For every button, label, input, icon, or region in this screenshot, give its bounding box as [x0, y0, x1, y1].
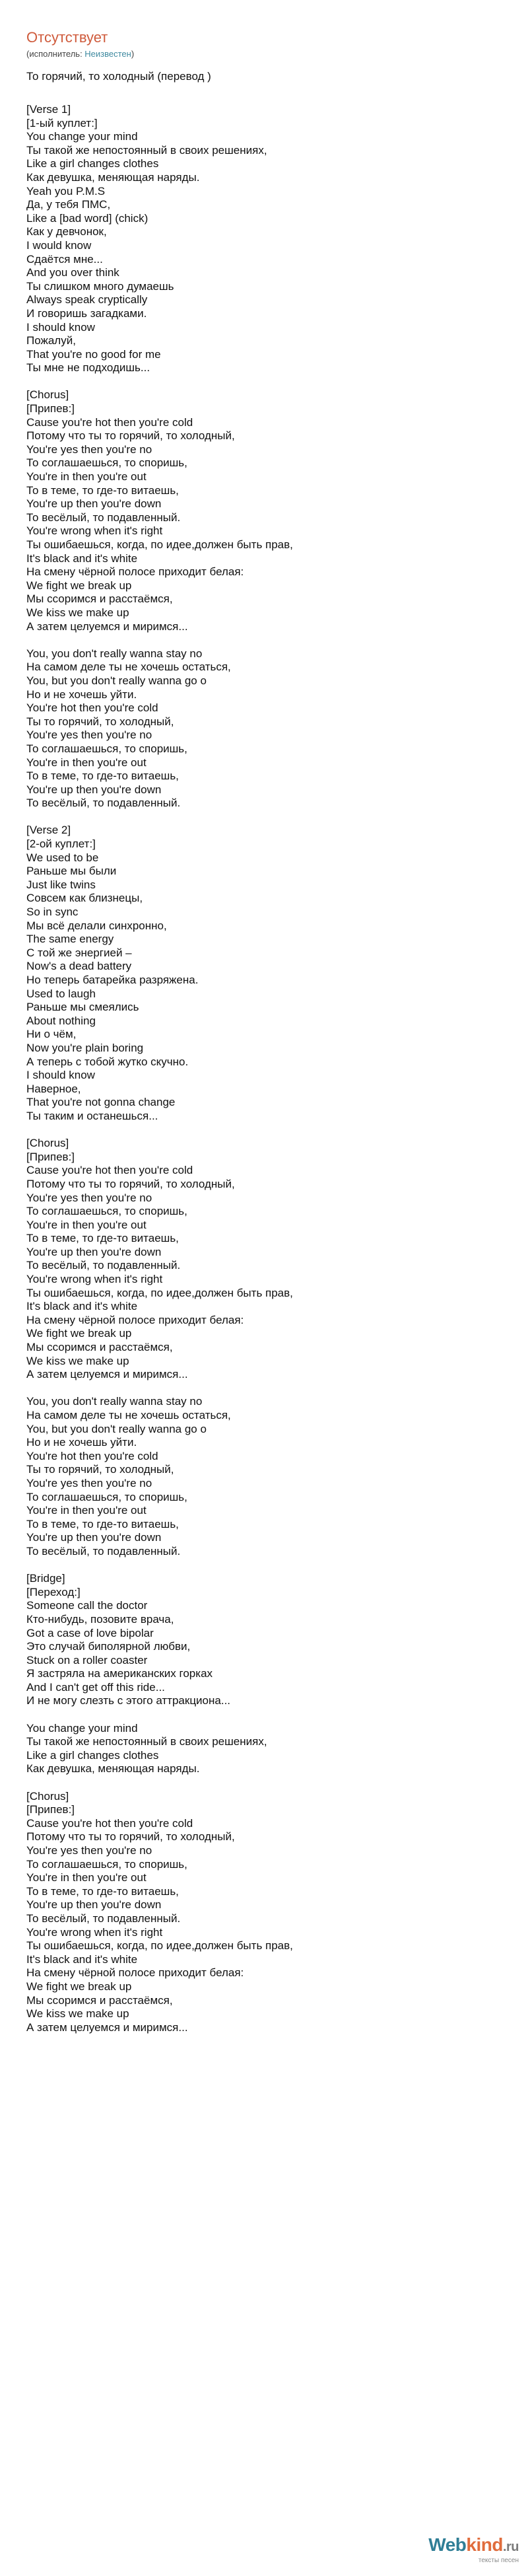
lyric-line: И говоришь загадками.	[26, 306, 147, 320]
lyric-line: Я застряла на американских горках	[26, 1667, 213, 1680]
lyric-line: Но теперь батарейка разряжена.	[26, 974, 199, 986]
lyric-line: You, you don't really wanna stay no	[26, 1395, 203, 1408]
lyric-line: You're hot then you're cold	[26, 1449, 158, 1462]
lyric-line: I would know	[26, 238, 92, 252]
lyric-line: You're up then you're down	[26, 497, 162, 511]
lyric-line: Cause you're hot then you're cold	[26, 415, 193, 429]
lyric-line: You change your mind	[26, 1721, 138, 1735]
lyric-blank-line	[26, 1776, 502, 1790]
lyric-line: Но и не хочешь уйти.	[26, 1436, 137, 1449]
lyric-line: You're yes then you're no	[26, 1191, 152, 1204]
lyric-line: Мы ссоримся и расстаёмся,	[26, 592, 173, 606]
lyric-line: Used to laugh	[26, 987, 96, 1000]
lyric-line: Cause you're hot then you're cold	[26, 1164, 193, 1177]
lyric-line: Yeah you P.M.S	[26, 184, 106, 197]
lyric-line: Мы всё делали синхронно,	[26, 919, 167, 932]
lyric-line: You're yes then you're no	[26, 729, 152, 742]
lyric-line: Потому что ты то горячий, то холодный,	[26, 1830, 235, 1843]
lyric-line: [Припев:]	[26, 1803, 75, 1816]
page-header	[26, 29, 502, 59]
lyric-line: [Переход:]	[26, 1585, 81, 1598]
lyric-line: Ты ошибаешься, когда, по идее,должен быть прав,	[26, 1939, 293, 1952]
lyric-line: [2-ой куплет:]	[26, 838, 96, 851]
lyric-line: I should know	[26, 320, 95, 334]
performer-line	[26, 49, 502, 59]
lyric-blank-line	[26, 633, 502, 647]
lyric-line: На смену чёрной полосе приходит белая:	[26, 1313, 244, 1326]
lyric-line: То в теме, то где-то витаешь,	[26, 1884, 179, 1898]
lyric-line: На смену чёрной полосе приходит белая:	[26, 1966, 244, 1980]
lyric-line: Ты то горячий, то холодный,	[26, 715, 174, 728]
lyric-line: You, but you don't really wanna go o	[26, 674, 207, 687]
lyric-line: То соглашаешься, то споришь,	[26, 1857, 187, 1871]
lyric-line: Потому что ты то горячий, то холодный,	[26, 429, 235, 443]
lyric-line: [Chorus]	[26, 388, 69, 402]
lyric-line: It's black and it's white	[26, 1300, 138, 1313]
lyric-line: Мы ссоримся и расстаёмся,	[26, 1993, 173, 2007]
lyric-line: Пожалуй,	[26, 334, 76, 347]
lyric-line: То весёлый, то подавленный.	[26, 1544, 181, 1557]
lyric-line: И не могу слезть с этого аттракциона...	[26, 1694, 231, 1707]
lyric-line: We kiss we make up	[26, 606, 129, 619]
lyric-blank-line	[26, 375, 502, 389]
lyric-line: Stuck on a roller coaster	[26, 1653, 148, 1666]
lyric-blank-line	[26, 1708, 502, 1722]
lyric-line: А затем целуемся и миримся...	[26, 1368, 188, 1381]
lyric-line: [Chorus]	[26, 1137, 69, 1150]
lyric-line: You're up then you're down	[26, 1898, 162, 1912]
lyric-line: Раньше мы смеялись	[26, 1001, 139, 1014]
lyric-line: Ты слишком много думаешь	[26, 279, 174, 293]
logo-ru-text: .ru	[502, 2540, 519, 2554]
lyric-line: Кто-нибудь, позовите врача,	[26, 1612, 174, 1626]
lyric-line: [Припев:]	[26, 1150, 75, 1163]
lyric-line: Like a girl changes clothes	[26, 1748, 159, 1762]
lyric-line: Now you're plain boring	[26, 1041, 144, 1054]
lyric-line: [Chorus]	[26, 1789, 69, 1803]
lyric-line: Like a girl changes clothes	[26, 157, 159, 170]
lyric-line: You're wrong when it's right	[26, 524, 163, 538]
lyric-line: Наверное,	[26, 1082, 81, 1095]
lyric-line: Someone call the doctor	[26, 1599, 148, 1612]
lyric-line: То соглашаешься, то споришь,	[26, 1205, 187, 1218]
logo-tagline: тексты песен	[478, 2557, 519, 2564]
lyric-line: Мы ссоримся и расстаёмся,	[26, 1341, 173, 1354]
lyric-line: Ты то горячий, то холодный,	[26, 1463, 174, 1476]
lyric-line: Ты такой же непостоянный в своих решениях,	[26, 143, 267, 157]
lyric-line: То в теме, то где-то витаешь,	[26, 483, 179, 497]
lyric-line: Но и не хочешь уйти.	[26, 688, 137, 701]
lyric-line: [1-ый куплет:]	[26, 116, 98, 129]
lyric-line: You're yes then you're no	[26, 1844, 152, 1857]
lyric-line: It's black and it's white	[26, 1952, 138, 1966]
lyric-blank-line	[26, 810, 502, 824]
logo-web-text: Web	[428, 2534, 467, 2555]
lyric-line: You're yes then you're no	[26, 1476, 152, 1489]
lyric-line: Ты такой же непостоянный в своих решениях,	[26, 1735, 267, 1748]
lyric-line: Always speak cryptically	[26, 293, 148, 306]
lyric-line: А теперь с тобой жутко скучно.	[26, 1055, 189, 1068]
lyric-line: Сдаётся мне...	[26, 252, 103, 266]
lyric-line: Now's a dead battery	[26, 960, 132, 973]
lyric-line: And you over think	[26, 266, 119, 279]
lyric-line: Ты мне не подходишь...	[26, 361, 150, 375]
page-title: Отсутствует	[26, 29, 108, 46]
lyric-line: The same energy	[26, 933, 114, 946]
lyric-line: You're wrong when it's right	[26, 1925, 163, 1939]
lyric-line: Cause you're hot then you're cold	[26, 1816, 193, 1830]
lyric-blank-line	[26, 1559, 502, 1573]
lyric-line: На смену чёрной полосе приходит белая:	[26, 565, 244, 579]
lyric-line: We fight we break up	[26, 579, 132, 592]
lyric-line: Just like twins	[26, 878, 96, 891]
lyric-line: You, you don't really wanna stay no	[26, 647, 203, 660]
lyric-line: Ты таким и останешься...	[26, 1109, 158, 1122]
lyric-line: That you're no good for me	[26, 347, 161, 361]
lyrics-body	[26, 103, 502, 2034]
lyric-line: You're up then you're down	[26, 1531, 162, 1544]
lyric-line: So in sync	[26, 906, 79, 919]
lyric-line: На самом деле ты не хочешь остаться,	[26, 1409, 231, 1421]
lyric-line: То соглашаешься, то споришь,	[26, 456, 187, 470]
lyric-line: Like a [bad word] (chick)	[26, 211, 148, 225]
lyric-line: Как девушка, меняющая наряды.	[26, 1762, 200, 1775]
lyric-line: You change your mind	[26, 130, 138, 143]
lyric-line: На самом деле ты не хочешь остаться,	[26, 661, 231, 674]
performer-link[interactable]: Неизвестен	[84, 49, 131, 59]
lyric-line: That you're not gonna change	[26, 1096, 176, 1109]
lyric-line: То в теме, то где-то витаешь,	[26, 1232, 179, 1245]
lyric-line: We used to be	[26, 851, 99, 864]
lyric-line: То в теме, то где-то витаешь,	[26, 1517, 179, 1530]
translation-subtitle: То горячий, то холодный (перевод )	[26, 70, 211, 83]
lyric-line: То в теме, то где-то витаешь,	[26, 769, 179, 783]
lyric-line: Ты ошибаешься, когда, по идее,должен быть прав,	[26, 1286, 293, 1299]
lyric-line: С той же энергией –	[26, 946, 132, 959]
lyric-line: Потому что ты то горячий, то холодный,	[26, 1177, 235, 1190]
lyric-line: Got a case of love bipolar	[26, 1626, 154, 1639]
lyric-line: You're up then you're down	[26, 783, 162, 796]
lyric-line: We kiss we make up	[26, 1354, 129, 1367]
lyric-line: То весёлый, то подавленный.	[26, 1912, 181, 1925]
lyric-line: I should know	[26, 1069, 95, 1082]
lyric-line: [Verse 2]	[26, 824, 71, 837]
lyric-line: You're in then you're out	[26, 470, 147, 483]
lyric-line: You're up then you're down	[26, 1245, 162, 1258]
lyric-line: [Verse 1]	[26, 103, 71, 116]
lyric-line: [Bridge]	[26, 1572, 65, 1585]
lyric-line: Да, у тебя ПМС,	[26, 198, 111, 211]
lyric-blank-line	[26, 1124, 502, 1137]
lyric-line: Ты ошибаешься, когда, по идее,должен быть прав,	[26, 538, 293, 551]
lyric-line: Это случай биполярной любви,	[26, 1640, 191, 1653]
lyric-line: You're in then you're out	[26, 1504, 147, 1517]
site-logo[interactable]	[428, 2535, 519, 2565]
lyric-line: Совсем как близнецы,	[26, 892, 143, 905]
lyric-line: About nothing	[26, 1014, 96, 1027]
lyric-line: То весёлый, то подавленный.	[26, 1259, 181, 1272]
lyric-line: You're wrong when it's right	[26, 1273, 163, 1286]
lyric-line: You're hot then you're cold	[26, 701, 158, 715]
lyric-line: You're yes then you're no	[26, 443, 152, 456]
logo-wordmark	[428, 2534, 519, 2555]
lyric-line: Ни о чём,	[26, 1028, 77, 1041]
lyric-line: And I can't get off this ride...	[26, 1680, 165, 1694]
performer-suffix: )	[131, 49, 135, 59]
lyric-line: Как у девчонок,	[26, 225, 107, 238]
logo-kind-text: kind	[466, 2534, 503, 2555]
lyric-line: То соглашаешься, то споришь,	[26, 742, 187, 755]
lyric-line: We fight we break up	[26, 1980, 132, 1993]
lyric-line: То соглашаешься, то споришь,	[26, 1490, 187, 1503]
lyric-line: We fight we break up	[26, 1327, 132, 1340]
lyric-line: А затем целуемся и миримся...	[26, 2021, 188, 2034]
lyric-line: We kiss we make up	[26, 2007, 129, 2021]
lyric-line: You, but you don't really wanna go o	[26, 1422, 207, 1435]
lyric-line: It's black and it's white	[26, 552, 138, 565]
lyric-line: Раньше мы были	[26, 865, 117, 878]
lyric-line: А затем целуемся и миримся...	[26, 620, 188, 633]
lyric-line: То весёлый, то подавленный.	[26, 797, 181, 810]
lyric-line: То весёлый, то подавленный.	[26, 511, 181, 524]
performer-prefix: (исполнитель:	[26, 49, 85, 59]
lyric-line: Как девушка, меняющая наряды.	[26, 170, 200, 184]
lyric-blank-line	[26, 1382, 502, 1396]
lyric-line: [Припев:]	[26, 402, 75, 415]
lyric-line: You're in then you're out	[26, 1871, 147, 1884]
lyric-line: You're in then you're out	[26, 756, 147, 769]
lyric-line: You're in then you're out	[26, 1218, 147, 1231]
